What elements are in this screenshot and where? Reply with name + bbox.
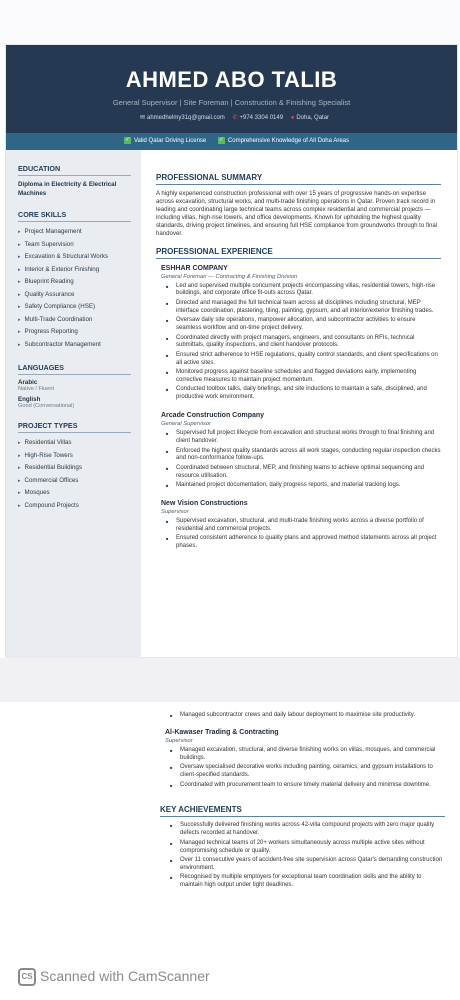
duty-item: ■ Monitored progress against baseline schedules and flagged deviations early, implementing corrective measures to maintain project momentum. [166, 369, 441, 385]
check-icon: ✓ [125, 136, 130, 143]
project-types-list [18, 437, 131, 512]
badge-driving-license: Valid Qatar Driving License [133, 138, 207, 144]
phone-icon: ✆ [232, 115, 238, 121]
duty-item: ■ Coordinated with procurement team to ensure timely material delivery and minimise downtime. [170, 782, 445, 790]
job-duties [166, 430, 441, 490]
skill-item: ▸ Project Management [18, 226, 131, 239]
job-duties [170, 747, 445, 790]
achievements-list [170, 822, 445, 890]
duty-item: ■ Conducted toolbox talks, daily briefings, and site inductions to maintain a safe, disciplined, and productive work environment. [166, 386, 441, 402]
company-name: ESHHAR COMPANY [161, 264, 228, 272]
email-text: ahmedhelmy31q@gmail.com [147, 115, 225, 121]
job-duties [170, 712, 445, 720]
candidate-name: AHMED ABO TALIB [125, 67, 338, 92]
summary-heading: PROFESSIONAL SUMMARY [156, 173, 441, 185]
phone-text: +974 3304 0149 [239, 115, 284, 121]
resume-page-2 [5, 702, 458, 1000]
achievements-heading: KEY ACHIEVEMENTS [160, 805, 445, 817]
skills-list [18, 226, 131, 351]
duty-item: ■ Enforced the highest quality standards across all work stages, conducting regular inspection checks and non-conformance follow-ups. [166, 448, 441, 464]
job-duties [166, 283, 441, 403]
company-name: Arcade Construction Company [161, 412, 265, 420]
location-pin-icon: ● [290, 115, 295, 121]
duty-item: ■ Ensured consistent adherence to quality plans and approved method statements across all project phases. [166, 535, 441, 551]
achievement-item: ■ Successfully delivered finishing works across 42-villa compound projects with zero major quality defects recorded at handover. [170, 822, 445, 838]
skill-item: ▸ Interior & Exterior Finishing [18, 264, 131, 277]
achievement-item: ■ Over 11 consecutive years of accident-free site supervision across Qatar's demanding construction environment. [170, 857, 445, 873]
skill-item: ▸ Excavation & Structural Works [18, 251, 131, 264]
achievement-item: ■ Managed technical teams of 20+ workers simultaneously across multiple active sites without compromising schedule or quality. [170, 840, 445, 856]
education-heading: EDUCATION [18, 164, 131, 176]
camscanner-logo-icon: CS [18, 968, 36, 986]
skill-item: ▸ Multi-Trade Coordination [18, 314, 131, 327]
duty-item: ■ Coordinated between structural, MEP, and finishing teams to achieve optimal sequencing and resource utilisation. [166, 465, 441, 481]
camscanner-watermark [18, 968, 210, 986]
project-type-item: ▸ Mosques [18, 487, 131, 500]
skill-item: ▸ Quality Assurance [18, 289, 131, 302]
watermark-text: Scanned with CamScanner [40, 968, 210, 984]
language-name: English [18, 396, 41, 403]
project-type-item: ▸ Residential Villas [18, 437, 131, 450]
job-titles: General Supervisor | Site Foreman | Construction & Finishing Specialist [112, 98, 351, 107]
job-role: General Foreman — Contracting & Finishing Division [161, 273, 298, 280]
languages-heading: LANGUAGES [18, 363, 131, 375]
duty-item: ■ Coordinated directly with project managers, engineers, and consultants on RFIs, technical submittals, quality inspections, and client handover protocols. [166, 335, 441, 351]
check-icon: ✓ [219, 136, 224, 143]
summary-text: A highly experienced construction professional with over 15 years of progressive hands-on expertise across excavation, structural works, and multi-trade finishing operations in Qatar. Proven track record in leading and coordinating large technical teams across complex residential and commercial projects — including villas, high-rise towers, and office developments. Known for upholding the highest quality standards, driving project timelines, and ensuring full HSE compliance from groundworks through to final handover. [156, 190, 438, 238]
project-types-heading: PROJECT TYPES [18, 421, 131, 433]
duty-item: ■ Supervised excavation, structural, and multi-trade finishing works across a diverse portfolio of residential and commercial projects. [166, 518, 441, 534]
duty-item: ■ Supervised full project lifecycle from excavation and structural works through to final finishing and client handover. [166, 430, 441, 446]
job-role: Supervisor [161, 509, 189, 516]
location-text: Doha, Qatar [296, 115, 330, 121]
sidebar [6, 150, 141, 659]
job-role: General Supervisor [161, 421, 211, 428]
contact-line [6, 114, 457, 121]
project-type-item: ▸ Residential Buildings [18, 462, 131, 475]
job-duties [166, 518, 441, 551]
skill-item: ▸ Progress Reporting [18, 326, 131, 339]
project-type-item: ▸ Compound Projects [18, 500, 131, 513]
company-name: New Vision Constructions [161, 500, 248, 508]
achievement-item: ■ Recognised by multiple employers for exceptional team coordination skills and the ability to maintain high output under tight deadlines. [170, 874, 445, 890]
resume-page-1 [5, 44, 458, 658]
duty-item: ■ Maintained project documentation, daily progress reports, and material tracking logs. [166, 482, 441, 490]
skill-item: ▸ Subcontractor Management [18, 339, 131, 352]
language-level: Native / Fluent [18, 386, 55, 392]
project-type-item: ▸ Commercial Offices [18, 475, 131, 488]
credentials-bar [6, 133, 457, 150]
duty-item: ■ Directed and managed the full technical team across all disciplines including structural, MEP interface coordination, plastering, tiling, painting, gypsum, and all interior/exterior finishing trades. [166, 300, 441, 316]
email-icon: ✉ [139, 115, 145, 121]
skill-item: ▸ Team Supervision [18, 239, 131, 252]
skills-heading: CORE SKILLS [18, 210, 131, 222]
duty-item: ■ Oversaw daily site operations, manpower allocation, and subcontractor activities to ensure seamless workflow and on-time project delivery. [166, 317, 441, 333]
scan-top-margin [0, 0, 460, 44]
duty-item: ■ Led and supervised multiple concurrent projects encompassing villas, residential towers, high-rise buildings, and corporate office fit-outs across Qatar. [166, 283, 441, 299]
page-break [0, 658, 460, 702]
project-type-item: ▸ High-Rise Towers [18, 450, 131, 463]
skill-item: ▸ Blueprint Reading [18, 276, 131, 289]
job-role: Supervisor [165, 737, 193, 744]
duty-item: ■ Oversaw specialised decorative works including painting, ceramics, and gypsum installations to client-specified standards. [170, 764, 445, 780]
resume-header [6, 45, 457, 133]
language-level: Good (Conversational) [18, 403, 75, 409]
experience-heading: PROFESSIONAL EXPERIENCE [156, 247, 441, 259]
main-column [156, 173, 441, 553]
education-degree: Diploma in Electricity & Electrical Machines [18, 181, 117, 197]
badge-doha-knowledge: Comprehensive Knowledge of All Doha Areas [227, 138, 349, 144]
duty-item: ■ Managed excavation, structural, and diverse finishing works on villas, mosques, and commercial buildings. [170, 747, 445, 763]
language-name: Arabic [18, 379, 38, 386]
skill-item: ▸ Safety Compliance (HSE) [18, 301, 131, 314]
duty-item: ■ Managed subcontractor crews and daily labour deployment to maximise site productivity. [170, 712, 445, 720]
main-column-continued [160, 712, 445, 892]
duty-item: ■ Ensured strict adherence to HSE regulations, quality control standards, and client specifications on all active sites. [166, 352, 441, 368]
company-name: Al-Kawaser Trading & Contracting [165, 728, 279, 736]
